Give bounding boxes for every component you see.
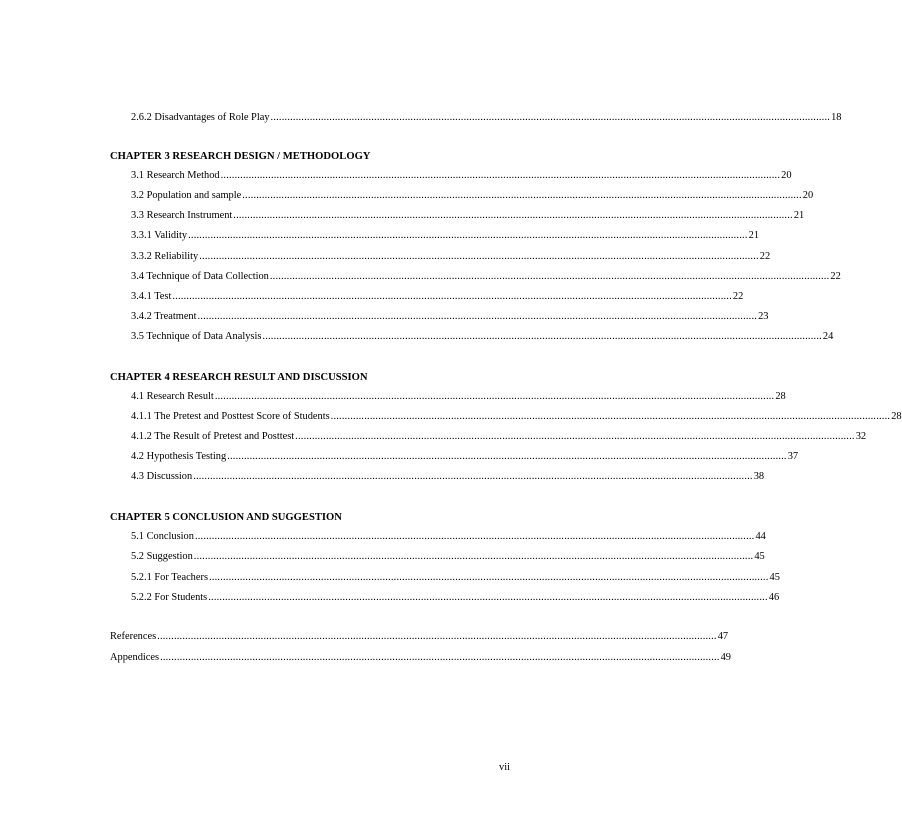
leader-dots: ........................................................................................................................................................................................................ [193, 471, 753, 482]
chapter-heading: CHAPTER 3 RESEARCH DESIGN / METHODOLOGY [110, 151, 371, 162]
toc-entry [110, 651, 731, 665]
toc-entry [131, 591, 780, 605]
leader-dots: ........................................................................................................................................................................................................ [194, 531, 755, 542]
leader-dots: ........................................................................................................................................................................................................ [157, 631, 717, 642]
toc-entry-page: 20 [802, 190, 814, 201]
toc-entry [131, 550, 765, 564]
leader-dots: ........................................................................................................................................................................................................ [227, 451, 787, 462]
toc-entry [110, 630, 729, 644]
toc-entry-label: 3.4.1 Test [131, 291, 172, 302]
toc-entry [131, 270, 841, 284]
toc-entry-label: 3.3.2 Reliability [131, 251, 199, 262]
toc-entry-page: 18 [831, 112, 842, 123]
toc-entry [131, 290, 744, 304]
toc-entry-page: 46 [768, 592, 780, 603]
toc-entry-label: 4.2 Hypothesis Testing [131, 451, 227, 462]
toc-entry [131, 470, 765, 484]
toc-entry [131, 330, 834, 344]
toc-entry-label: 2.6.2 Disadvantages of Role Play [131, 112, 270, 123]
toc-entry-label: 4.1 Research Result [131, 391, 214, 402]
toc-entry [131, 310, 769, 324]
toc-entry-label: 4.1.1 The Pretest and Posttest Score of Students [131, 411, 330, 422]
toc-entry [131, 189, 814, 203]
chapter-heading: CHAPTER 5 CONCLUSION AND SUGGESTION [110, 512, 342, 523]
toc-entry-page: 21 [793, 210, 805, 221]
toc-entry [131, 209, 805, 223]
toc-entry-label: Appendices [110, 652, 160, 663]
leader-dots: ........................................................................................................................................................................................................ [330, 411, 891, 422]
toc-entry-label: 5.2 Suggestion [131, 551, 193, 562]
leader-dots: ........................................................................................................................................................................................................ [262, 331, 822, 342]
toc-entry-page: 44 [755, 531, 766, 542]
toc-entry-page: 37 [787, 451, 799, 462]
leader-dots: ........................................................................................................................................................................................................ [193, 551, 754, 562]
toc-entry-label: 5.2.2 For Students [131, 592, 208, 603]
toc-entry-page: 22 [732, 291, 744, 302]
toc-entry-label: 3.4.2 Treatment [131, 311, 197, 322]
toc-entry-page: 21 [748, 230, 760, 241]
leader-dots: ........................................................................................................................................................................................................ [172, 291, 732, 302]
toc-entry-page: 28 [775, 391, 786, 402]
toc-entry [131, 229, 760, 243]
toc-entry-page: 24 [822, 331, 834, 342]
toc-entry-label: 3.3 Research Instrument [131, 210, 233, 221]
toc-entry-page: 38 [753, 471, 765, 482]
toc-entry [131, 390, 786, 404]
page-number: vii [499, 762, 510, 773]
toc-entry-label: 5.1 Conclusion [131, 531, 194, 542]
leader-dots: ........................................................................................................................................................................................................ [242, 190, 802, 201]
toc-entry-label: 3.2 Population and sample [131, 190, 242, 201]
toc-entry-page: 22 [759, 251, 771, 262]
toc-entry-label: 3.3.1 Validity [131, 230, 188, 241]
toc-entry-page: 47 [717, 631, 729, 642]
toc-entry-page: 32 [855, 431, 867, 442]
toc-entry-label: References [110, 631, 157, 642]
toc-entry-page: 49 [720, 652, 731, 663]
leader-dots: ........................................................................................................................................................................................................ [197, 311, 758, 322]
toc-entry-page: 20 [781, 170, 792, 181]
toc-entry [131, 250, 771, 264]
toc-entry-label: 4.1.2 The Result of Pretest and Posttest [131, 431, 295, 442]
toc-entry-page: 28 [891, 411, 902, 422]
toc-entry [131, 410, 902, 424]
toc-entry [131, 450, 799, 464]
leader-dots: ........................................................................................................................................................................................................ [270, 112, 831, 123]
toc-entry-label: 5.2.1 For Teachers [131, 572, 208, 583]
leader-dots: ........................................................................................................................................................................................................ [209, 572, 769, 583]
toc-entry-label: 4.3 Discussion [131, 471, 193, 482]
toc-entry-page: 22 [830, 271, 841, 282]
leader-dots: ........................................................................................................................................................................................................ [269, 271, 830, 282]
leader-dots: ........................................................................................................................................................................................................ [214, 391, 775, 402]
chapter-heading: CHAPTER 4 RESEARCH RESULT AND DISCUSSION [110, 372, 368, 383]
toc-entry [131, 530, 766, 544]
toc-entry-page: 23 [758, 311, 769, 322]
toc-entry-page: 45 [769, 572, 780, 583]
leader-dots: ........................................................................................................................................................................................................ [199, 251, 759, 262]
leader-dots: ........................................................................................................................................................................................................ [295, 431, 855, 442]
leader-dots: ........................................................................................................................................................................................................ [233, 210, 793, 221]
leader-dots: ........................................................................................................................................................................................................ [160, 652, 720, 663]
toc-entry [131, 430, 867, 444]
toc-entry-page: 45 [754, 551, 765, 562]
toc-entry-label: 3.5 Technique of Data Analysis [131, 331, 262, 342]
toc-entry-label: 3.1 Research Method [131, 170, 220, 181]
leader-dots: ........................................................................................................................................................................................................ [208, 592, 768, 603]
toc-entry-label: 3.4 Technique of Data Collection [131, 271, 269, 282]
leader-dots: ........................................................................................................................................................................................................ [220, 170, 781, 181]
toc-entry [131, 169, 792, 183]
toc-entry [131, 111, 842, 125]
leader-dots: ........................................................................................................................................................................................................ [188, 230, 748, 241]
toc-entry [131, 571, 780, 585]
